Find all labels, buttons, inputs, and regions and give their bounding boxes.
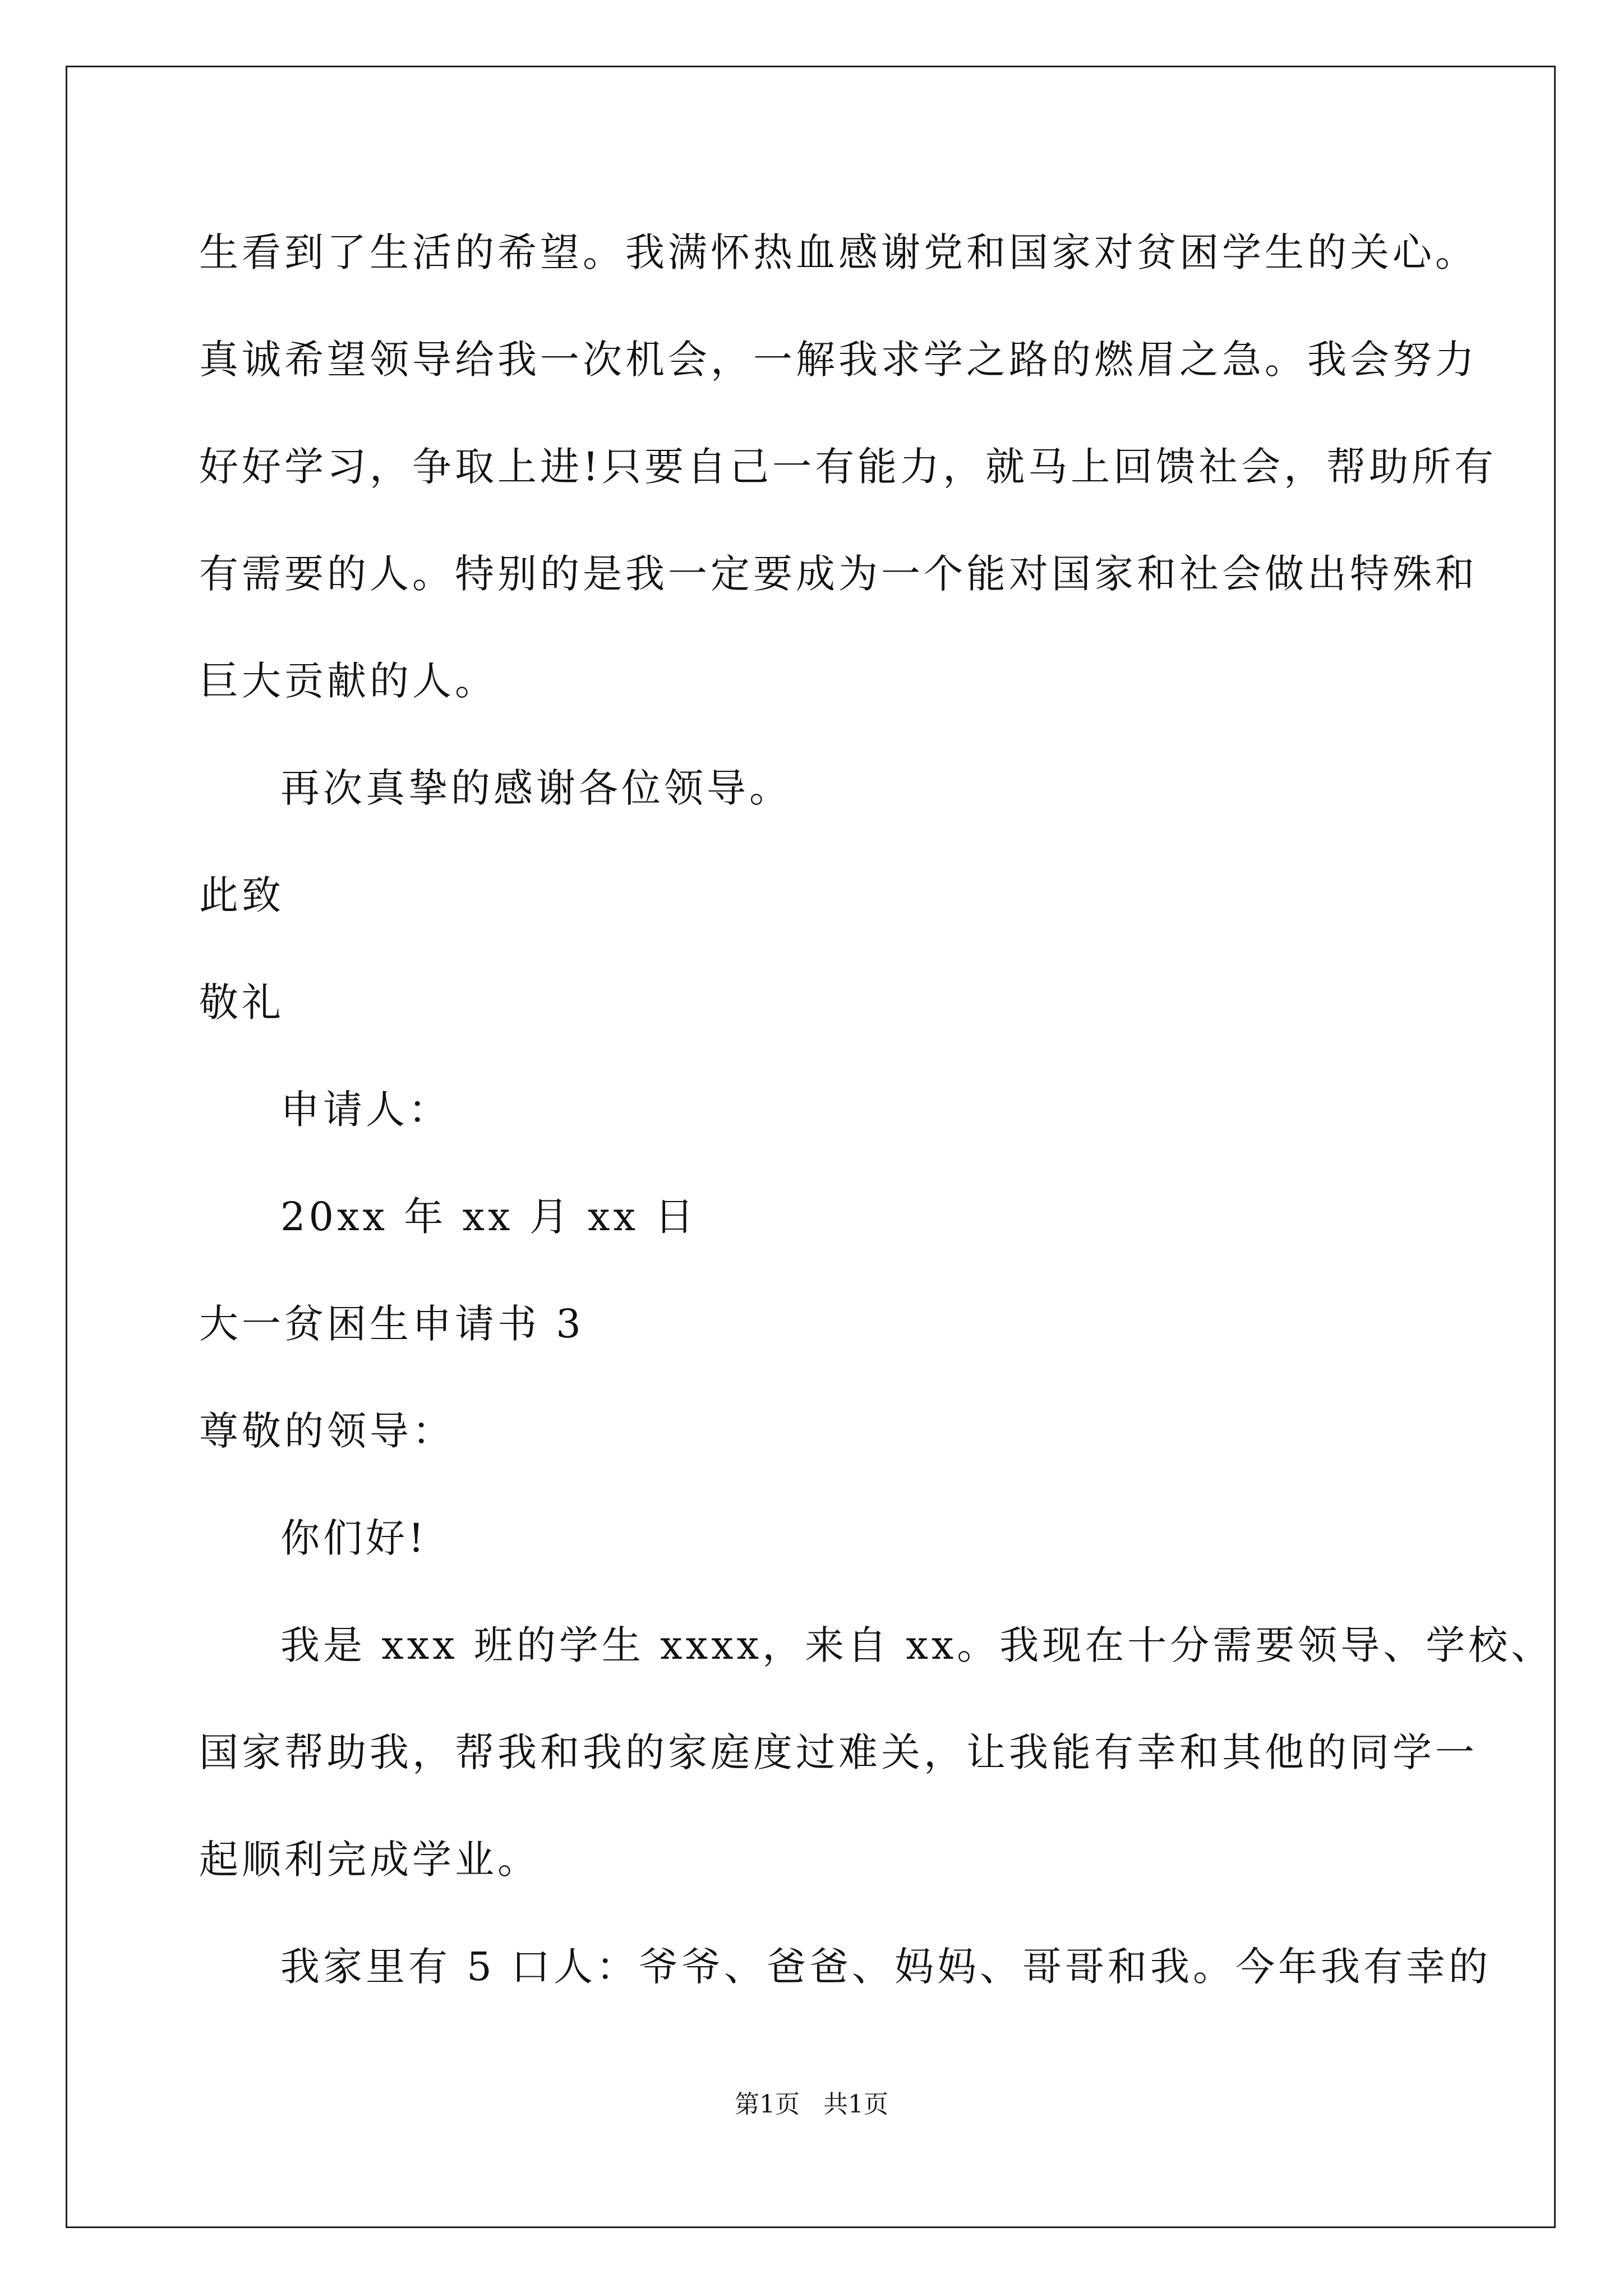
text-line: 起顺利完成学业。 — [199, 1837, 540, 1883]
signature-label: 申请人： — [280, 1087, 451, 1133]
greeting: 你们好! — [280, 1515, 428, 1561]
closing-line: 敬礼 — [199, 979, 284, 1025]
text-line: 真诚希望领导给我一次机会，一解我求学之路的燃眉之急。我会努力 — [199, 337, 1478, 383]
closing-line: 此致 — [199, 872, 284, 918]
text-line: 我家里有 5 口人：爷爷、爸爸、妈妈、哥哥和我。今年我有幸的 — [280, 1944, 1492, 1990]
text-line: 生看到了生活的希望。我满怀热血感谢党和国家对贫困学生的关心。 — [199, 229, 1478, 275]
text-line: 再次真挚的感谢各位领导。 — [280, 765, 792, 811]
page-border — [66, 66, 1556, 2228]
section-title: 大一贫困生申请书 3 — [199, 1301, 584, 1347]
text-line: 有需要的人。特别的是我一定要成为一个能对国家和社会做出特殊和 — [199, 551, 1478, 597]
salutation: 尊敬的领导： — [199, 1408, 455, 1454]
text-line: 我是 xxx 班的学生 xxxx，来自 xx。我现在十分需要领导、学校、 — [280, 1622, 1554, 1668]
page-number-footer: 第1页 共1页 — [735, 2090, 888, 2119]
date-line: 20xx 年 xx 月 xx 日 — [280, 1194, 698, 1240]
text-line: 巨大贡献的人。 — [199, 658, 497, 704]
text-line: 国家帮助我，帮我和我的家庭度过难关，让我能有幸和其他的同学一 — [199, 1729, 1478, 1775]
text-line: 好好学习，争取上进!只要自己一有能力，就马上回馈社会，帮助所有 — [199, 444, 1497, 490]
